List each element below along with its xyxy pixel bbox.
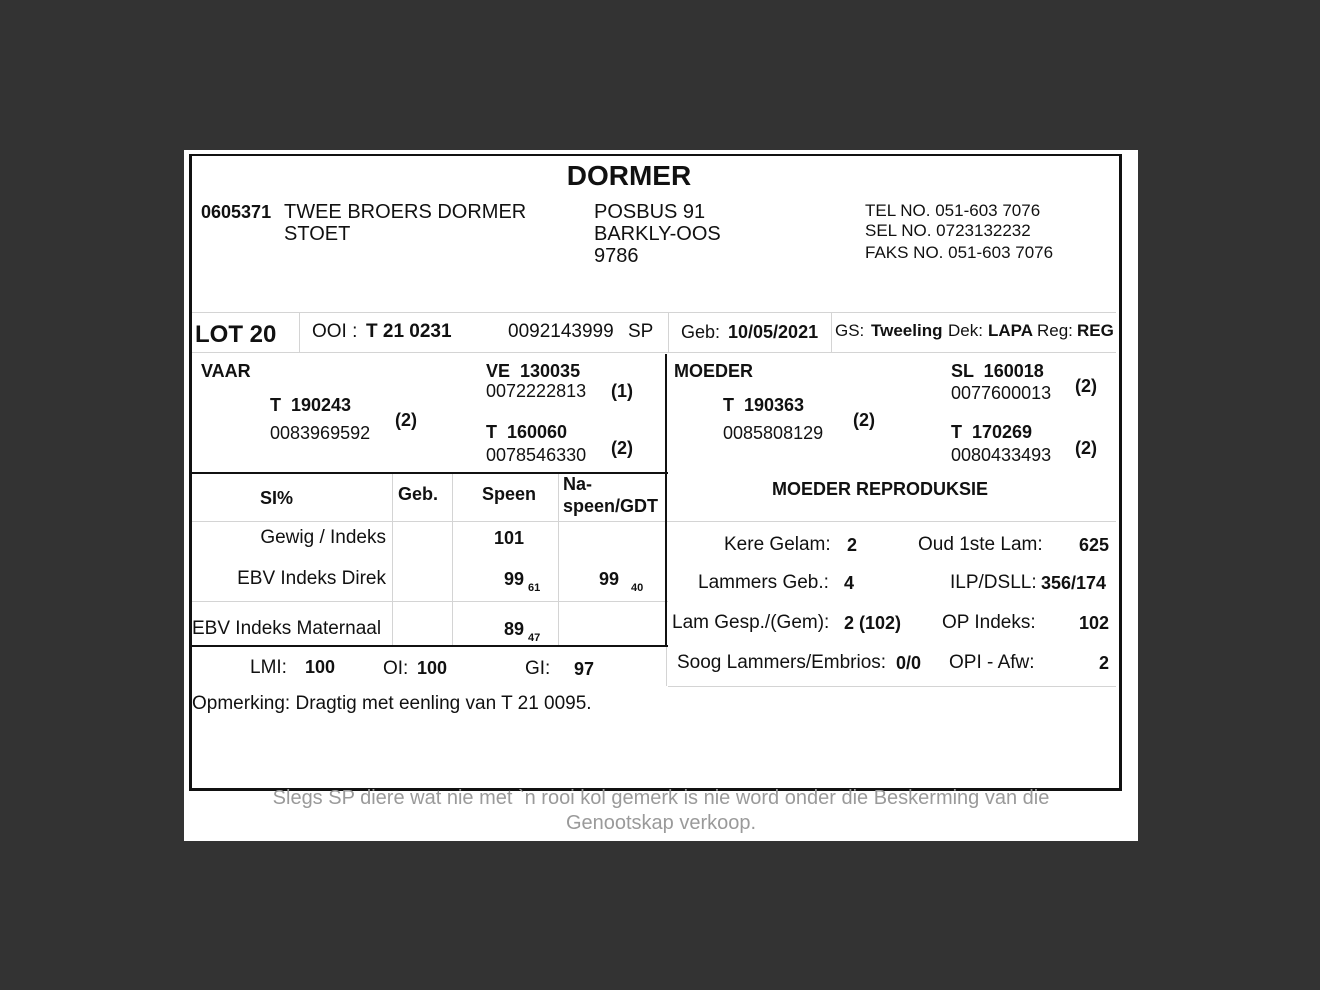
si-header: SI% xyxy=(260,488,294,508)
reg-value: REG xyxy=(1077,321,1114,340)
dek-label: Dek: xyxy=(948,321,983,340)
row-direk-na-sub: 40 xyxy=(631,582,644,594)
naspeen-header-line2: speen/GDT xyxy=(563,496,659,516)
moeder-grade: (2) xyxy=(853,410,875,430)
row-direk-speen-sub: 61 xyxy=(528,582,541,594)
address-line1: POSBUS 91 xyxy=(594,201,706,223)
oi-value: 100 xyxy=(417,658,448,678)
geb-label: Geb: xyxy=(681,322,721,342)
lammers-label: Lammers Geb.: xyxy=(698,572,829,593)
kere-label: Kere Gelam: xyxy=(724,534,831,555)
moeder-sire-id: SL 160018 xyxy=(951,361,1044,381)
grade: SP xyxy=(628,321,654,342)
footer-line2: Genootskap verkoop. xyxy=(565,812,757,834)
tel-number: TEL NO. 051-603 7076 xyxy=(865,201,1041,220)
remark-label: Opmerking: xyxy=(192,693,291,714)
opi-label: OPI - Afw: xyxy=(949,652,1035,673)
vaar-sire-id: VE 130035 xyxy=(486,361,581,381)
oi-label: OI: xyxy=(383,658,409,679)
moeder-dam-id: T 170269 xyxy=(951,422,1033,442)
row-direk-label: EBV Indeks Direk xyxy=(237,568,386,589)
moeder-sire-number: 0077600013 xyxy=(951,383,1052,403)
op-label: OP Indeks: xyxy=(942,612,1036,633)
ooi-value: T 21 0231 xyxy=(366,321,452,342)
row-direk-na-value: 99 xyxy=(599,569,620,589)
gi-value: 97 xyxy=(574,659,595,679)
naspeen-header-line1: Na- xyxy=(563,474,593,494)
vaar-id: T 190243 xyxy=(270,395,352,415)
moeder-sire-grade: (2) xyxy=(1075,376,1097,396)
reproduction-title: MOEDER REPRODUKSIE xyxy=(772,479,989,499)
vaar-sire-number: 0072222813 xyxy=(486,381,587,401)
reg-number: 0092143999 xyxy=(508,321,614,342)
breeder-code: 0605371 xyxy=(201,202,272,222)
vaar-dam-id: T 160060 xyxy=(486,422,568,442)
reg-label: Reg: xyxy=(1037,321,1073,340)
row-maternaal-speen-sub: 47 xyxy=(528,632,541,644)
row-gewig-speen: 101 xyxy=(494,528,525,548)
gs-label: GS: xyxy=(835,321,865,340)
row-direk-na xyxy=(599,569,643,594)
vaar-number: 0083969592 xyxy=(270,423,371,443)
remark xyxy=(192,693,592,715)
address-line3: 9786 xyxy=(594,245,639,267)
row-maternaal-speen xyxy=(504,619,540,644)
lot-card-sheet xyxy=(184,150,1138,841)
lam-label: Lam Gesp./(Gem): xyxy=(672,612,830,633)
dek-value: LAPA xyxy=(988,321,1034,340)
row-gewig-label: Gewig / Indeks xyxy=(260,527,386,548)
address-line2: BARKLY-OOS xyxy=(594,223,721,245)
moeder-id: T 190363 xyxy=(723,395,805,415)
geb-value: 10/05/2021 xyxy=(728,322,819,342)
oud-value: 625 xyxy=(1079,535,1110,555)
vaar-dam-number: 0078546330 xyxy=(486,445,587,465)
vaar-sire-grade: (1) xyxy=(611,381,633,401)
row-maternaal-speen-value: 89 xyxy=(504,619,525,639)
geb-header: Geb. xyxy=(398,484,439,504)
lot-label: LOT 20 xyxy=(195,321,277,348)
kere-value: 2 xyxy=(847,535,858,555)
breeder-name-line1: TWEE BROERS DORMER xyxy=(284,201,527,223)
moeder-label: MOEDER xyxy=(674,361,754,381)
row-direk-speen xyxy=(504,569,540,594)
moeder-dam-grade: (2) xyxy=(1075,438,1097,458)
remark-text: Dragtig met eenling van T 21 0095. xyxy=(295,693,592,714)
ilp-value: 356/174 xyxy=(1041,573,1107,593)
soog-label: Soog Lammers/Embrios: xyxy=(677,652,887,673)
gi-label: GI: xyxy=(525,658,551,679)
row-maternaal-label: EBV Indeks Maternaal xyxy=(192,618,382,639)
lammers-value: 4 xyxy=(844,573,855,593)
vaar-grade: (2) xyxy=(395,410,417,430)
lmi-label: LMI: xyxy=(250,657,287,678)
breed-title: DORMER xyxy=(566,160,692,191)
breeder-name-line2: STOET xyxy=(284,223,351,245)
sel-number: SEL NO. 0723132232 xyxy=(865,221,1031,240)
lam-value: 2 (102) xyxy=(844,613,902,633)
op-value: 102 xyxy=(1079,613,1110,633)
soog-value: 0/0 xyxy=(896,653,922,673)
footer-line1: Slegs SP diere wat nie met `n rooi kol gemerk is nie word onder die Beskerming van die xyxy=(272,787,1050,809)
vaar-dam-grade: (2) xyxy=(611,438,633,458)
faks-number: FAKS NO. 051-603 7076 xyxy=(865,243,1054,262)
vaar-label: VAAR xyxy=(201,361,251,381)
lmi-value: 100 xyxy=(305,657,336,677)
speen-header: Speen xyxy=(482,484,537,504)
moeder-dam-number: 0080433493 xyxy=(951,445,1052,465)
oud-label: Oud 1ste Lam: xyxy=(918,534,1043,555)
ooi-label: OOI : xyxy=(312,321,358,342)
opi-value: 2 xyxy=(1099,653,1110,673)
moeder-number: 0085808129 xyxy=(723,423,824,443)
ilp-label: ILP/DSLL: xyxy=(950,572,1037,593)
footer-note xyxy=(184,786,1138,836)
gs-value: Tweeling xyxy=(871,321,943,340)
row-direk-speen-value: 99 xyxy=(504,569,525,589)
